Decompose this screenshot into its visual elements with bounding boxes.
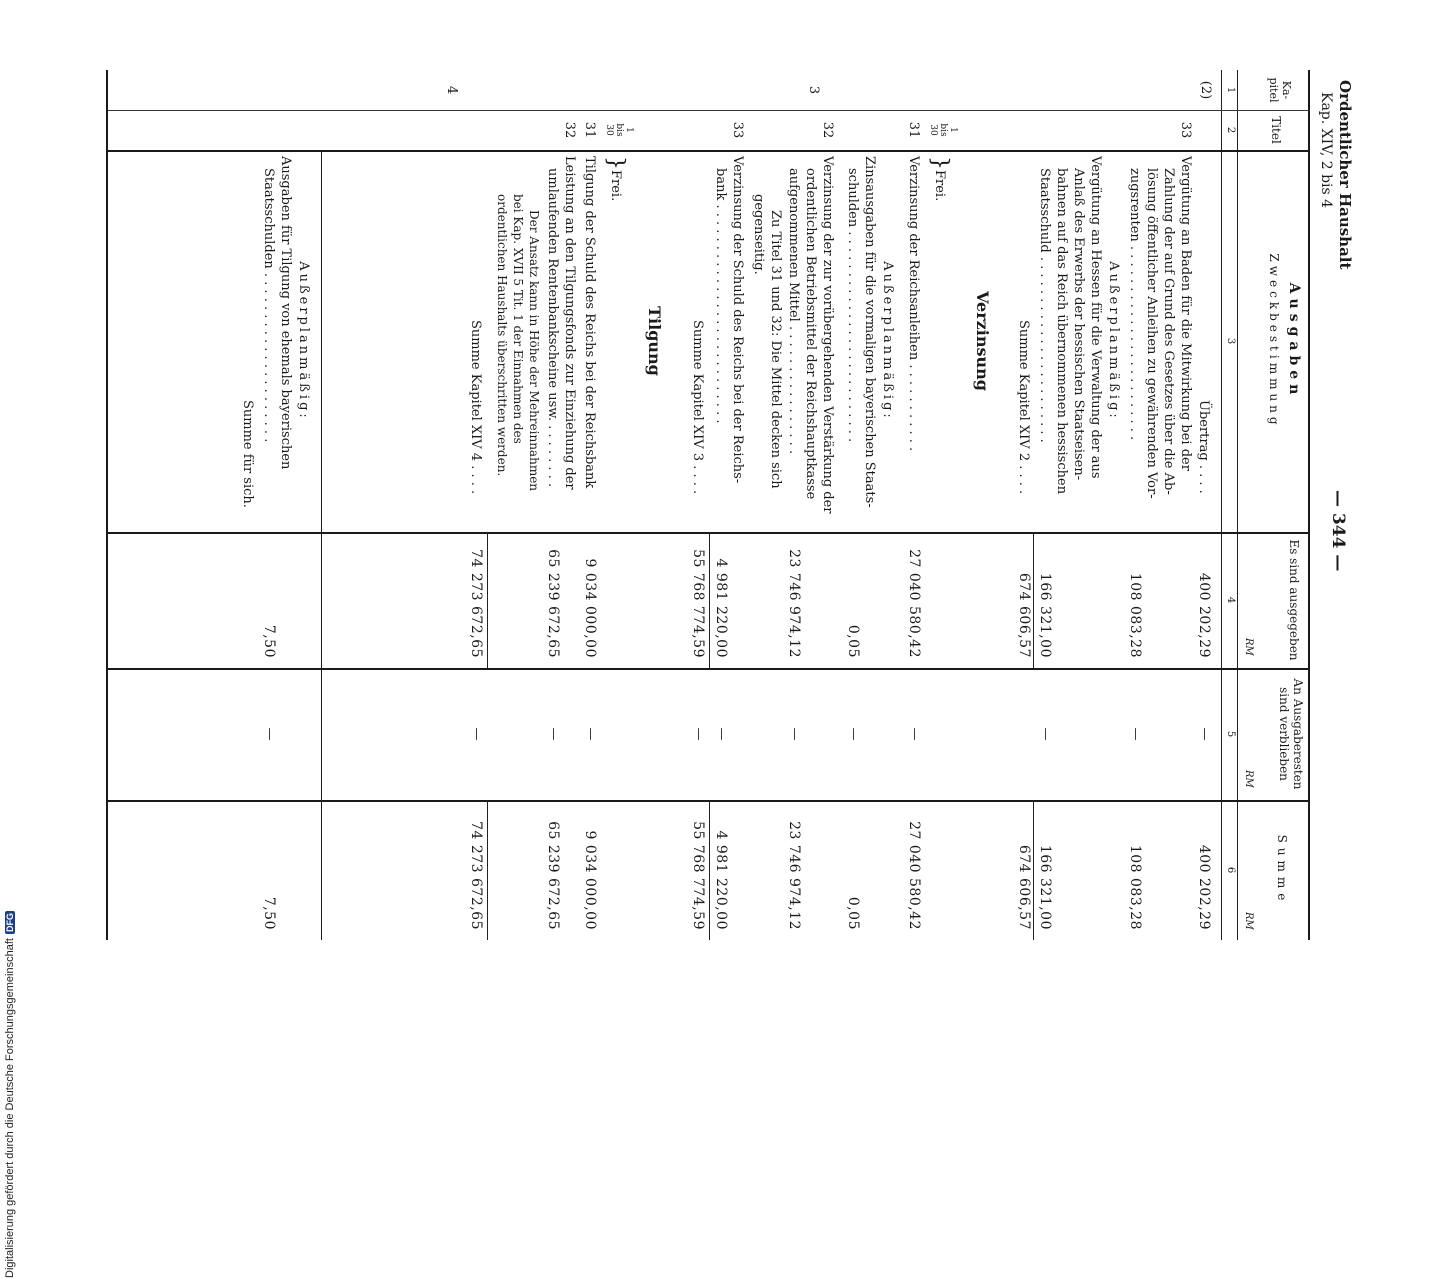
- hessen-line-1: Vergütung an Hessen für die Verwaltung der aus: [1088, 156, 1103, 479]
- r31a-ausgegeben: 27 040 580,42: [906, 549, 922, 658]
- header-ausgaben: Ausgaben: [1286, 282, 1302, 400]
- header-zweckbestimmung: Zweckbestimmung: [1267, 253, 1281, 429]
- r33a-line-4: zugsrenten . . . . . . . . . . . . . . . . . . . . . . . .: [1127, 168, 1142, 441]
- table-bottom-rule: [106, 70, 108, 940]
- hessen-resten: —: [1038, 727, 1053, 741]
- colnum-1: 1: [1225, 86, 1236, 94]
- section-tilgung: Tilgung: [645, 306, 664, 376]
- r32b-line-1: Leistung an den Tilgungsfonds zur Einziehung der: [562, 156, 577, 490]
- kapitel-2: (2): [1198, 80, 1213, 100]
- bayern-line-2: Staatsschulden . . . . . . . . . . . . . . . . . . . . .: [261, 168, 276, 443]
- frei3-brace: }: [927, 156, 952, 170]
- r32b-line-2: umlaufenden Rentenbankscheine usw. . . . . . . . .: [545, 168, 560, 488]
- hessen-summe: 166 321,00: [1037, 844, 1053, 930]
- sum3-label: Summe Kapitel XIV 3 . . . .: [690, 320, 705, 495]
- r33a-line-1: Vergütung an Baden für die Mitwirkung bei der: [1178, 156, 1193, 471]
- r33b-line-2: bank . . . . . . . . . . . . . . . . . . . . . . . . . . .: [713, 168, 728, 424]
- sum3-rule-col6: [709, 800, 710, 940]
- r31b-ausgegeben: 9 034 000,00: [582, 558, 598, 658]
- hessen-ausgegeben: 166 321,00: [1037, 572, 1053, 658]
- sum2-label: Summe Kapitel XIV 2 . . . .: [1016, 320, 1031, 495]
- r33b-line-1: Verzinsung der Schuld des Reichs bei der Reichs-: [730, 156, 745, 484]
- hessen-line-2: Anlaß des Erwerbs der hessischen Staatseisen-: [1071, 168, 1086, 481]
- uebertrag-label: Übertrag . . . .: [1196, 400, 1211, 494]
- header-summe: Summe: [1275, 834, 1289, 906]
- colnum-5: 5: [1225, 730, 1236, 738]
- dfg-logo: DFG: [5, 913, 15, 933]
- bayern-line-1: Ausgaben für Tilgung von ehemals bayerischen: [278, 156, 293, 470]
- frei3-label: Frei.: [932, 170, 947, 202]
- sum4-summe: 74 273 672,65: [468, 821, 484, 930]
- side-credit-text: Digitalisierung gefördert durch die Deutsche Forschungsgemeinschaft: [4, 938, 16, 1278]
- frei4-titel-to: 30: [604, 124, 614, 136]
- r32b-summe: 65 239 672,65: [545, 821, 561, 930]
- r32b-resten: —: [546, 727, 561, 741]
- ausserplan-3: Außerplanmäßig:: [296, 261, 311, 421]
- header-bottom-rule: [1237, 70, 1238, 940]
- sum2-rule-col4: [1033, 532, 1034, 668]
- r32a-line-1: Verzinsung der zur vorübergehenden Verstärkung der: [820, 156, 835, 514]
- sum4-resten: —: [469, 727, 484, 741]
- kapitel-4: 4: [444, 85, 459, 95]
- frei4-titel-from: 1: [624, 127, 634, 133]
- sum2-ausgegeben: 674 606,57: [1016, 572, 1032, 658]
- r32b-note-3: ordentlichen Haushalts überschritten werden.: [495, 194, 509, 477]
- r33a-line-3: lösung öffentlicher Anleihen zu gewährenden Vor-: [1144, 168, 1159, 499]
- bayern-summe: 7,50: [261, 896, 277, 930]
- unit-col6: RM: [1243, 912, 1254, 930]
- uebertrag-resten: —: [1197, 727, 1212, 741]
- r31b-label: Tilgung der Schuld des Reichs bei der Reichsbank: [582, 156, 597, 489]
- frei3-titel-from: 1: [948, 127, 958, 133]
- colnum-rule: [1221, 70, 1222, 940]
- r33b-summe: 4 981 220,00: [713, 830, 729, 930]
- sum2-rule-col6: [1033, 800, 1034, 940]
- r33b-resten: —: [714, 727, 729, 741]
- r33b-ausgegeben: 4 981 220,00: [713, 558, 729, 658]
- sum4-label: Summe Kapitel XIV 4 . . . .: [468, 320, 483, 495]
- r31a-resten: —: [907, 727, 922, 741]
- unit-col5: RM: [1243, 770, 1254, 788]
- zins-line-1: Zinsausgaben für die vormaligen bayerischen Staats-: [862, 156, 877, 508]
- titel-32b: 32: [562, 121, 577, 139]
- colnum-3: 3: [1225, 337, 1236, 345]
- sum3-ausgegeben: 55 768 774,59: [690, 549, 706, 658]
- colnum-4: 4: [1225, 596, 1236, 604]
- ausserplan-2: Außerplanmäßig:: [880, 261, 895, 421]
- frei3-titel-bis: bis: [938, 123, 948, 137]
- ausserplan3-rule: [321, 150, 322, 940]
- zins-line-2: schulden . . . . . . . . . . . . . . . . . . . . . . . . . .: [845, 168, 860, 443]
- sum4-rule-col6: [487, 800, 488, 940]
- titel-31a: 31: [906, 121, 921, 139]
- r32a-note-1: Zu Titel 31 und 32: Die Mittel decken sich: [768, 210, 783, 489]
- table-top-rule: [1308, 70, 1310, 940]
- r32a-summe: 23 746 974,12: [786, 821, 802, 930]
- r31a-summe: 27 040 580,42: [906, 821, 922, 930]
- r32a-line-2: ordentlichen Betriebsmittel der Reichshauptkasse: [803, 168, 818, 500]
- bayern-resten: —: [262, 727, 277, 741]
- sum2-summe: 674 606,57: [1016, 844, 1032, 930]
- colnum-2: 2: [1225, 126, 1236, 134]
- page-title: Ordentlicher Haushalt: [1336, 80, 1354, 270]
- hessen-line-3: bahnen auf das Reich übernommenen hessischen: [1054, 168, 1069, 495]
- header-kapitel: Ka-pitel: [1267, 77, 1293, 103]
- r32b-ausgegeben: 65 239 672,65: [545, 549, 561, 658]
- sum4-ausgegeben: 74 273 672,65: [468, 549, 484, 658]
- fuersich-label: Summe für sich.: [240, 400, 255, 508]
- r32a-ausgegeben: 23 746 974,12: [786, 549, 802, 658]
- titel-33b: 33: [730, 121, 745, 139]
- header-resten: An Ausgaberesten sind verblieben: [1277, 678, 1305, 790]
- page-subtitle: Kap. XIV, 2 bis 4: [1318, 92, 1334, 209]
- colnum-6: 6: [1225, 866, 1236, 874]
- r33a-summe: 108 083,28: [1127, 844, 1143, 930]
- ausserplan-1: Außerplanmäßig:: [1106, 261, 1121, 421]
- header-titel: Titel: [1269, 116, 1283, 144]
- r33a-ausgegeben: 108 083,28: [1127, 572, 1143, 658]
- section-verzinsung: Verzinsung: [973, 291, 992, 391]
- sum4-rule-col4: [487, 532, 488, 668]
- header-ausgegeben: Es sind ausgegeben: [1287, 539, 1301, 661]
- zins-resten: —: [846, 727, 861, 741]
- hessen-line-4: Staatsschuld . . . . . . . . . . . . . . . . . . . . . . .: [1037, 168, 1052, 443]
- r33a-line-2: Zahlung der auf Grund des Gesetzes über die Ab-: [1161, 168, 1176, 495]
- r33a-resten: —: [1128, 727, 1143, 741]
- r32a-line-3: aufgenommenen Mittel . . . . . . . . . . . . . . . .: [786, 168, 801, 455]
- titel-31b: 31: [582, 121, 597, 139]
- sum3-resten: —: [691, 727, 706, 741]
- titel-33a: 33: [1178, 121, 1193, 139]
- frei4-label: Frei.: [608, 170, 623, 202]
- frei4-brace: }: [603, 156, 628, 170]
- r32a-resten: —: [787, 727, 802, 741]
- r32b-note-2: bei Kap. XVII 5 Tit. 1 der Einnahmen des: [511, 194, 525, 444]
- page-number: — 344 —: [1328, 490, 1348, 572]
- sum3-summe: 55 768 774,59: [690, 821, 706, 930]
- titel-32a: 32: [820, 121, 835, 139]
- r32a-note-2: gegenseitig.: [751, 194, 766, 275]
- r31b-summe: 9 034 000,00: [582, 830, 598, 930]
- kapitel-3: 3: [806, 85, 821, 95]
- side-credit: [2, 318, 18, 1278]
- frei4-titel-bis: bis: [614, 123, 624, 137]
- col-divider-1: [108, 110, 1310, 111]
- bayern-ausgegeben: 7,50: [261, 624, 277, 658]
- frei3-titel-to: 30: [928, 124, 938, 136]
- uebertrag-summe: 400 202,29: [1196, 844, 1212, 930]
- r31a-label: Verzinsung der Reichsanleihen . . . . . . . . . . .: [906, 156, 921, 452]
- unit-col4: RM: [1243, 638, 1254, 656]
- uebertrag-ausgegeben: 400 202,29: [1196, 572, 1212, 658]
- r32b-note-1: Der Ansatz kann in Höhe der Mehreinnahmen: [527, 210, 541, 492]
- document-page: [72, 70, 1362, 970]
- sum3-rule-col4: [709, 532, 710, 668]
- col-divider-2: [108, 150, 1310, 152]
- zins-ausgegeben: 0,05: [845, 624, 861, 658]
- r31b-resten: —: [583, 727, 598, 741]
- zins-summe: 0,05: [845, 896, 861, 930]
